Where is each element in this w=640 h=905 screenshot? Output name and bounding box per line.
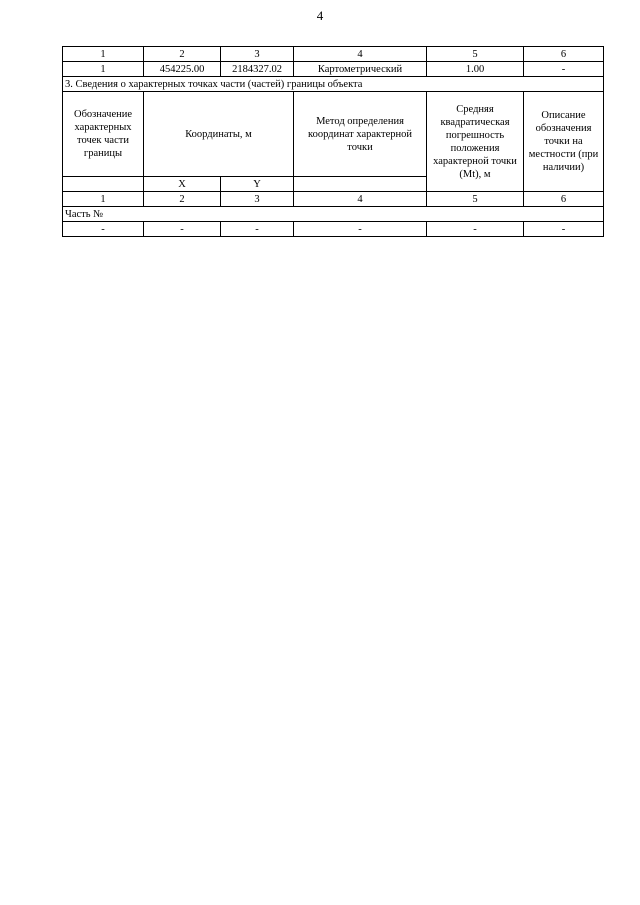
table-cell: 4 <box>294 47 427 62</box>
table-cell: - <box>294 222 427 237</box>
table-row <box>63 47 604 62</box>
table-cell: 6 <box>524 192 604 207</box>
boundary-points-table <box>62 46 604 237</box>
table-cell: 1.00 <box>427 62 524 77</box>
header-error: Средняя квадратическая погрешность положения характерной точки (Mt), м <box>427 92 524 192</box>
table-cell: - <box>524 222 604 237</box>
header-y: Y <box>221 177 294 192</box>
table-cell: - <box>524 62 604 77</box>
table-row <box>63 222 604 237</box>
section-title: 3. Сведения о характерных точках части (частей) границы объекта <box>63 77 604 92</box>
header-coordinates: Координаты, м <box>144 92 294 177</box>
table-cell: - <box>427 222 524 237</box>
header-empty-cell <box>294 177 427 192</box>
table-cell: 454225.00 <box>144 62 221 77</box>
table-cell: 3 <box>221 47 294 62</box>
table-cell: 2 <box>144 47 221 62</box>
table-row <box>63 207 604 222</box>
table-cell: 5 <box>427 192 524 207</box>
header-description: Описание обозначения точки на местности (при наличии) <box>524 92 604 192</box>
table-cell: 5 <box>427 47 524 62</box>
header-method: Метод определения координат характерной точки <box>294 92 427 177</box>
header-row <box>63 92 604 177</box>
table-cell: 2184327.02 <box>221 62 294 77</box>
table-cell: - <box>144 222 221 237</box>
table-cell: 1 <box>63 192 144 207</box>
header-x: X <box>144 177 221 192</box>
table-row <box>63 77 604 92</box>
table-cell: 1 <box>63 47 144 62</box>
part-label: Часть № <box>63 207 604 222</box>
header-empty-cell <box>63 177 144 192</box>
table-cell: - <box>221 222 294 237</box>
table-cell: 1 <box>63 62 144 77</box>
numbering-row <box>63 192 604 207</box>
table-cell: 6 <box>524 47 604 62</box>
table-cell: Картометрический <box>294 62 427 77</box>
table-cell: 3 <box>221 192 294 207</box>
table-cell: 4 <box>294 192 427 207</box>
table-row <box>63 62 604 77</box>
header-point-designation: Обозначение характерных точек части границы <box>63 92 144 177</box>
table-cell: 2 <box>144 192 221 207</box>
table-cell: - <box>63 222 144 237</box>
page-number: 4 <box>316 8 324 23</box>
